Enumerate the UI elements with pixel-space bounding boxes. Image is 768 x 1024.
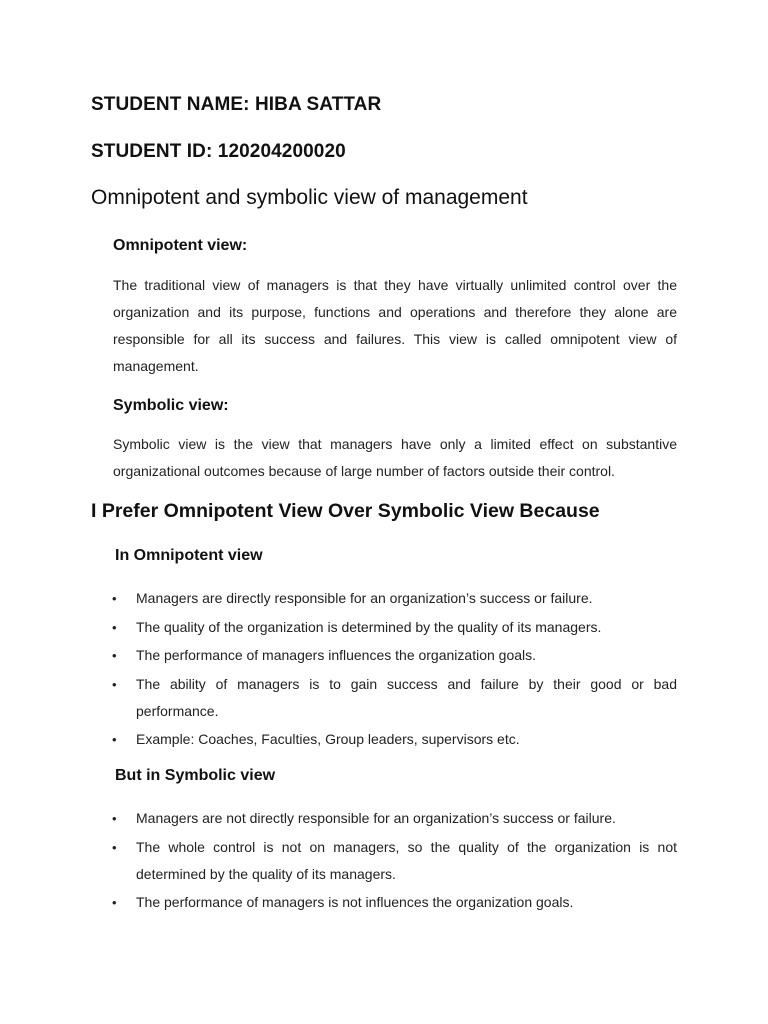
but-in-symbolic-view-heading: But in Symbolic view (115, 767, 276, 784)
bullet-point (112, 726, 677, 753)
bullet-icon: • (112, 591, 117, 606)
omnipotent-view-paragraph: The traditional view of managers is that they have virtually unlimited control over the organization and its purpose, functions and operations and therefore they alone are responsible for all its success and failures. This view is called omnipotent view of management. (113, 277, 677, 374)
in-omnipotent-view-heading: In Omnipotent view (115, 547, 263, 564)
bullet-point (112, 585, 677, 612)
symbolic-view-paragraph: Symbolic view is the view that managers have only a limited effect on substantive organizational outcomes because of large number of factors outside their control. (113, 436, 677, 479)
bullet-text: Managers are not directly responsible for an organization’s success or failure. (136, 810, 616, 826)
bullet-icon: • (112, 811, 117, 826)
bullet-icon: • (112, 732, 117, 747)
bullet-point (112, 834, 677, 888)
bullet-icon: • (112, 895, 117, 910)
bullet-point (112, 642, 677, 669)
symbolic-points-list (112, 805, 677, 918)
bullet-text: Example: Coaches, Faculties, Group leaders, supervisors etc. (136, 731, 520, 747)
bullet-point (112, 805, 677, 832)
bullet-text: The whole control is not on managers, so the quality of the organization is not determined by the quality of its managers. (136, 838, 677, 882)
bullet-text: Managers are directly responsible for an organization’s success or failure. (136, 590, 593, 606)
omnipotent-view-heading: Omnipotent view: (113, 237, 248, 254)
student-id: STUDENT ID: 120204200020 (91, 141, 346, 162)
bullet-text: The performance of managers is not influences the organization goals. (136, 894, 574, 910)
bullet-icon: • (112, 676, 117, 692)
symbolic-view-heading: Symbolic view: (113, 397, 229, 414)
bullet-point (112, 671, 677, 725)
bullet-point (112, 889, 677, 916)
bullet-icon: • (112, 648, 117, 663)
omnipotent-points-list (112, 585, 677, 755)
bullet-text: The quality of the organization is determined by the quality of its managers. (136, 618, 602, 635)
document-title: Omnipotent and symbolic view of management (91, 186, 528, 209)
student-name: STUDENT NAME: HIBA SATTAR (91, 94, 382, 115)
preference-heading: I Prefer Omnipotent View Over Symbolic View Because (91, 500, 600, 522)
bullet-text: The performance of managers influences the organization goals. (136, 647, 537, 663)
bullet-icon: • (112, 839, 117, 855)
bullet-point (112, 614, 677, 641)
bullet-icon: • (112, 619, 117, 635)
bullet-text: The ability of managers is to gain success and failure by their good or bad performance. (136, 675, 677, 719)
